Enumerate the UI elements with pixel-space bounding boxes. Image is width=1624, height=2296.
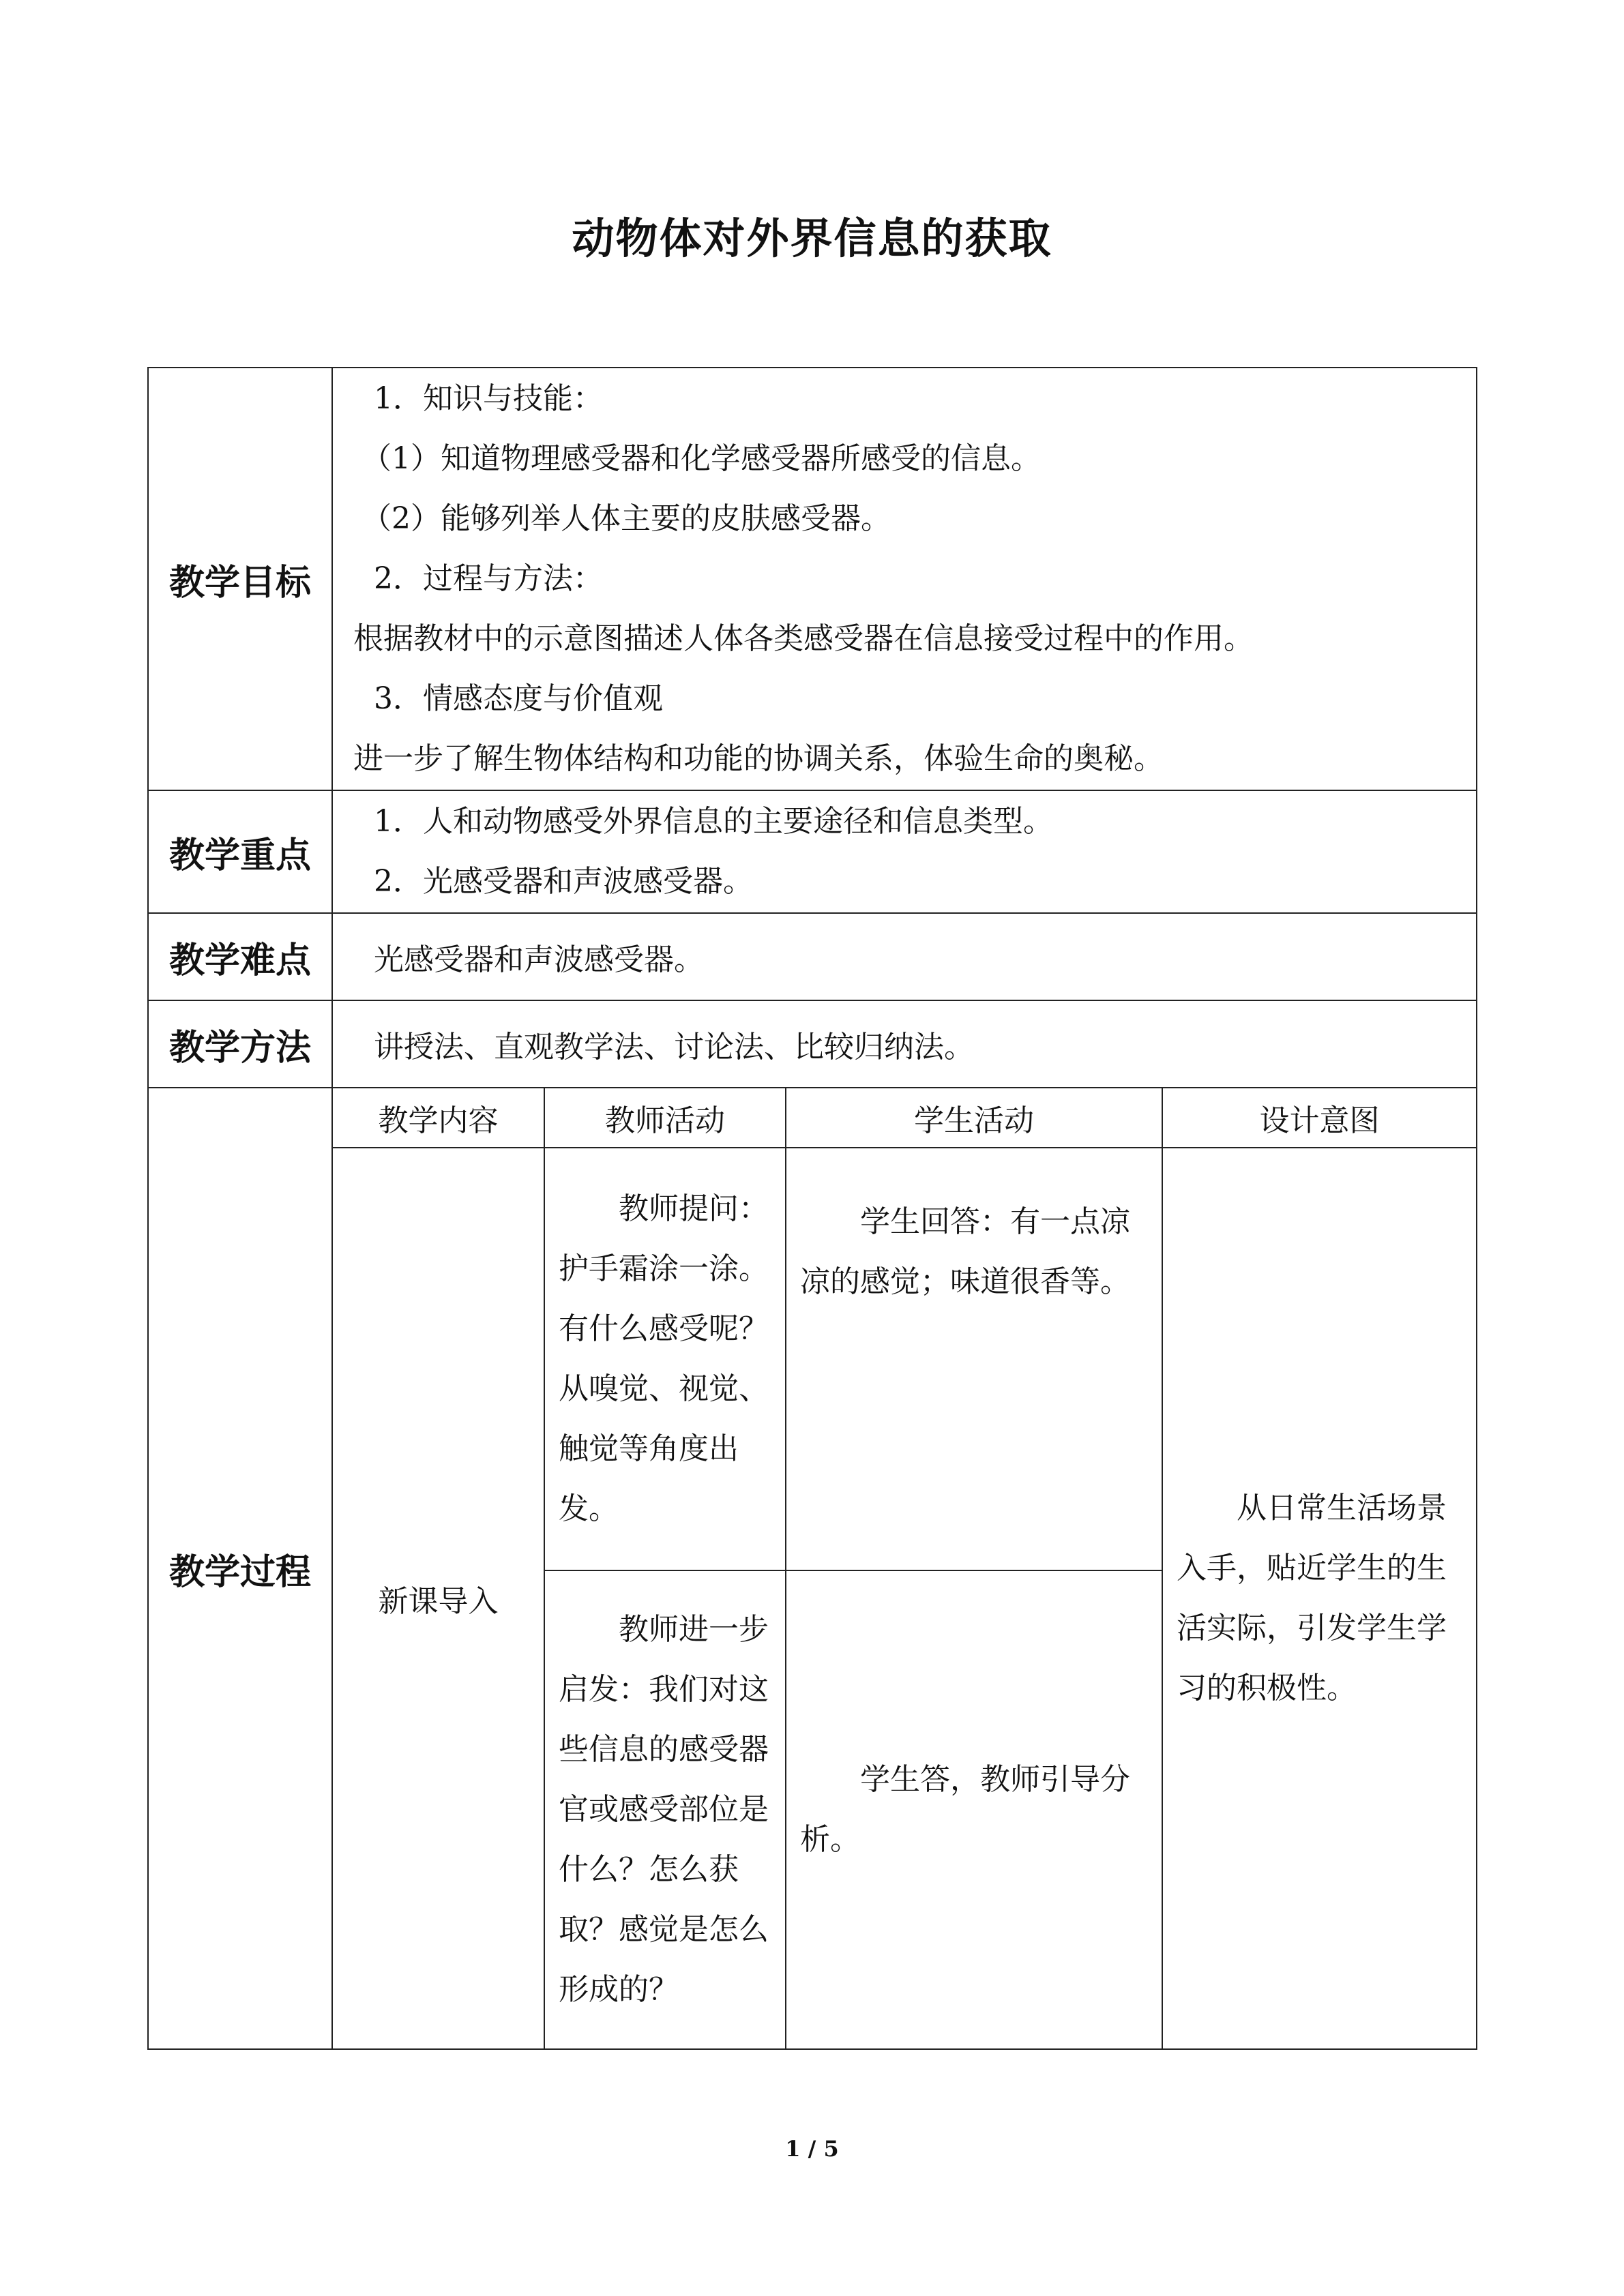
objective-line: 3．情感态度与价值观: [374, 681, 663, 716]
column-header-teacher: 教师活动: [544, 1088, 786, 1148]
teacher-activity-cell: 教师提问：护手霜涂一涂。有什么感受呢？从嗅觉、视觉、触觉等角度出发。: [544, 1148, 786, 1570]
key-points-content: [332, 790, 1477, 913]
difficulties-content: 光感受器和声波感受器。: [332, 913, 1477, 1000]
objective-line: （1）知道物理感受器和化学感受器所感受的信息。: [361, 441, 1041, 476]
difficulties-label: 教学难点: [148, 913, 332, 1000]
student-activity-cell: 学生回答：有一点凉凉的感觉；味道很香等。: [786, 1148, 1162, 1570]
column-header-content: 教学内容: [332, 1088, 544, 1148]
key-point-line: 2．光感受器和声波感受器。: [374, 864, 753, 899]
methods-row: [148, 1000, 1477, 1088]
teacher-activity-cell: 教师进一步启发：我们对这些信息的感受器官或感受部位是什么？怎么获取？感觉是怎么形成的？: [544, 1570, 786, 2049]
design-intent-cell: 从日常生活场景入手，贴近学生的生活实际，引发学生学习的积极性。: [1162, 1148, 1477, 2049]
column-header-student: 学生活动: [786, 1088, 1162, 1148]
page-number: 1 / 5: [785, 2136, 839, 2162]
methods-label: 教学方法: [148, 1000, 332, 1088]
process-row: [148, 1148, 1477, 1570]
process-header-row: [148, 1088, 1477, 1148]
objective-line: （2）能够列举人体主要的皮肤感受器。: [361, 501, 891, 536]
objective-line: 1．知识与技能：: [374, 381, 603, 416]
key-points-label: 教学重点: [148, 790, 332, 913]
process-label: 教学过程: [148, 1088, 332, 2049]
objectives-label: 教学目标: [148, 368, 332, 790]
difficulties-row: [148, 913, 1477, 1000]
key-points-row: [148, 790, 1477, 913]
objectives-content: [332, 368, 1477, 790]
objective-line: 2．过程与方法：: [374, 561, 603, 596]
objective-line: 进一步了解生物体结构和功能的协调关系，体验生命的奥秘。: [353, 741, 1164, 776]
methods-content: 讲授法、直观教学法、讨论法、比较归纳法。: [332, 1000, 1477, 1088]
key-point-line: 1．人和动物感受外界信息的主要途径和信息类型。: [374, 804, 1053, 839]
objective-line: 根据教材中的示意图描述人体各类感受器在信息接受过程中的作用。: [353, 621, 1254, 656]
student-activity-cell: 学生答，教师引导分析。: [786, 1570, 1162, 2049]
page-title: 动物体对外界信息的获取: [572, 213, 1052, 263]
lesson-plan-table: [147, 367, 1477, 2050]
objectives-row: [148, 368, 1477, 790]
column-header-intent: 设计意图: [1162, 1088, 1477, 1148]
lesson-section-cell: 新课导入: [332, 1148, 544, 2049]
